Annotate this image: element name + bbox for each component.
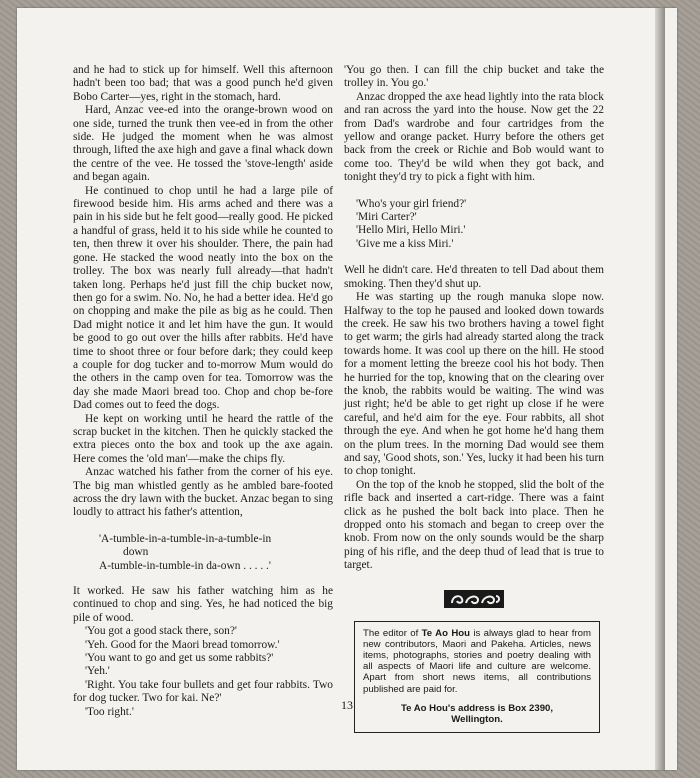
- verse-line: A-tumble-in-tumble-in da-own . . . . .': [99, 559, 271, 572]
- paragraph: Anzac dropped the axe head lightly into the rata block and ran across the yard into the house. Now get the 22 from Dad's wardrobe and four cartridges from the yellow and orange packet. Hurry before the others get back from the creek or Richie and Bob would want to come too. They'd be wild when they got back, and tonight they'd try to pick a fight with him.: [344, 90, 604, 184]
- song-line: 'Give me a kiss Miri.': [356, 237, 454, 250]
- koru-ornament-icon: [444, 590, 504, 608]
- address-prefix: Te Ao Hou's address is: [400, 702, 509, 714]
- paragraph: He was starting up the rough manuka slope now. Halfway to the top he paused and looked down towards the creek. He saw his two brothers having a towel fight to get warm; the girls had already started along the track towards home. It was cool up there on the hill. He stood for a moment letting the breeze cool his hot body. Then he hurried for the top, knowing that on the clearing over the knob, the rabbits would be waiting. The wind was just right; he'd be able to get right up close if he were careful, and he'd aim for the eye. Four rabbits, all shot through the eye. And when he got home he'd hang them on the plum trees. In the morning Dad would see them and say, 'Good shots, son.' Yes, lucky it had been his turn to chop tonight.: [344, 291, 604, 478]
- notice-body: is always glad to hear from new contributors, Maori and Pakeha. Articles, news items, photographs, stories and poetry dealing with all aspects of Maori life and culture are welcome. Apart from short news items, all contributions published are paid for.: [363, 627, 591, 695]
- dialogue-line: 'Yeh. Good for the Maori bread tomorrow.': [85, 638, 280, 651]
- editor-notice-box: [354, 621, 600, 734]
- song-line: 'Who's your girl friend?': [356, 197, 467, 210]
- verse-line: 'A-tumble-in-a-tumble-in-a-tumble-in: [99, 532, 272, 545]
- left-column: [73, 64, 333, 719]
- page-number: 13: [341, 698, 353, 712]
- paragraph: and he had to stick up for himself. Well this afternoon hadn't been too bad; that was a good punch he'd given Bobo Carter—yes, right in the stomach, hard.: [73, 64, 333, 103]
- song-verse: [99, 533, 333, 573]
- song-line: 'Hello Miri, Hello Miri.': [356, 224, 466, 237]
- paragraph: 'You go then. I can fill the chip bucket and take the trolley in. You go.': [344, 64, 604, 90]
- paragraph: Hard, Anzac vee-ed into the orange-brown wood on one side, turned the trunk then vee-ed in from the other side. He judged the moment when he was almost through, lifted the axe high and gave a final whack down the centre of the vee. He tossed the 'stove-length' aside and began again.: [73, 104, 333, 184]
- paragraph: On the top of the knob he stopped, slid the bolt of the rifle back and inserted a cart-ridge. There was a faint click as he pushed the bolt back into place. Then he dropped onto his stomach and began to creep over the knob. From now on the only sounds would be the sharp ping of his rifle, and the deep thud of lead that is true to target.: [344, 478, 604, 572]
- page-gutter: [655, 8, 665, 770]
- dialogue-line: 'You got a good stack there, son?': [85, 625, 237, 638]
- dialogue-line: 'You want to go and get us some rabbits?': [85, 652, 274, 665]
- paragraph: It worked. He saw his father watching him as he continued to chop and sing. Yes, he had noticed the big pile of wood.: [73, 585, 333, 624]
- verse-line: down: [123, 546, 149, 559]
- notice-text: [363, 628, 591, 695]
- right-column: [344, 64, 604, 733]
- paragraph: He continued to chop until he had a large pile of firewood beside him. His arms ached and there was a pain in his side but he felt good—really good. He picked a handful of grass, held it to his side while he counted to ten, then threw it over his shoulder. There, the pain had gone. He stacked the wood neatly into the box on the trolley. The box was nearly full already—that hadn't taken long. Perhaps he'd just fill the chip bucket now, then go for a swim. No. No, he had a better idea. He'd go on chopping and make the pile as big as he could. Then Dad might notice it and let him have the gun. It would be good to go out over the hills after rabbits. He'd have time to shoot three or four before dark; they could keep a couple for dog tucker and to-morrow Mum would do the others in the camp oven for tea. Tomorrow was the day she made Maori bread too. Chop and chop be-fore Dad comes out to feed the dogs.: [73, 184, 333, 412]
- address-box: Box 2390,: [508, 702, 554, 714]
- paragraph: Anzac watched his father from the corner of his eye. The big man whistled gently as he ambled bare-footed across the dry lawn with the bucket. Anzac began to sing loudly to attract his father's attention,: [73, 466, 333, 519]
- address-city: Wellington.: [451, 714, 503, 726]
- dialogue-line: 'Too right.': [85, 705, 134, 718]
- dialogue-line: 'Right. You take four bullets and get four rabbits. Two for dog tucker. Two for kai. Ne?': [73, 678, 333, 705]
- paragraph: He kept on working until he heard the rattle of the scrap bucket in the kitchen. Then he quickly stacked the extra pieces onto the box and took up the axe again. Here comes the 'old man'—make the chips fly.: [73, 412, 333, 465]
- dialogue-line: 'Yeh.': [85, 665, 110, 678]
- song-line: 'Miri Carter?': [356, 211, 417, 224]
- notice-intro: The editor of: [363, 627, 422, 639]
- paragraph: Well he didn't care. He'd threaten to tell Dad about them smoking. Then they'd shut up.: [344, 264, 604, 290]
- taunt-lines: [344, 198, 604, 252]
- magazine-page: [17, 8, 677, 770]
- magazine-name: Te Ao Hou: [421, 627, 470, 639]
